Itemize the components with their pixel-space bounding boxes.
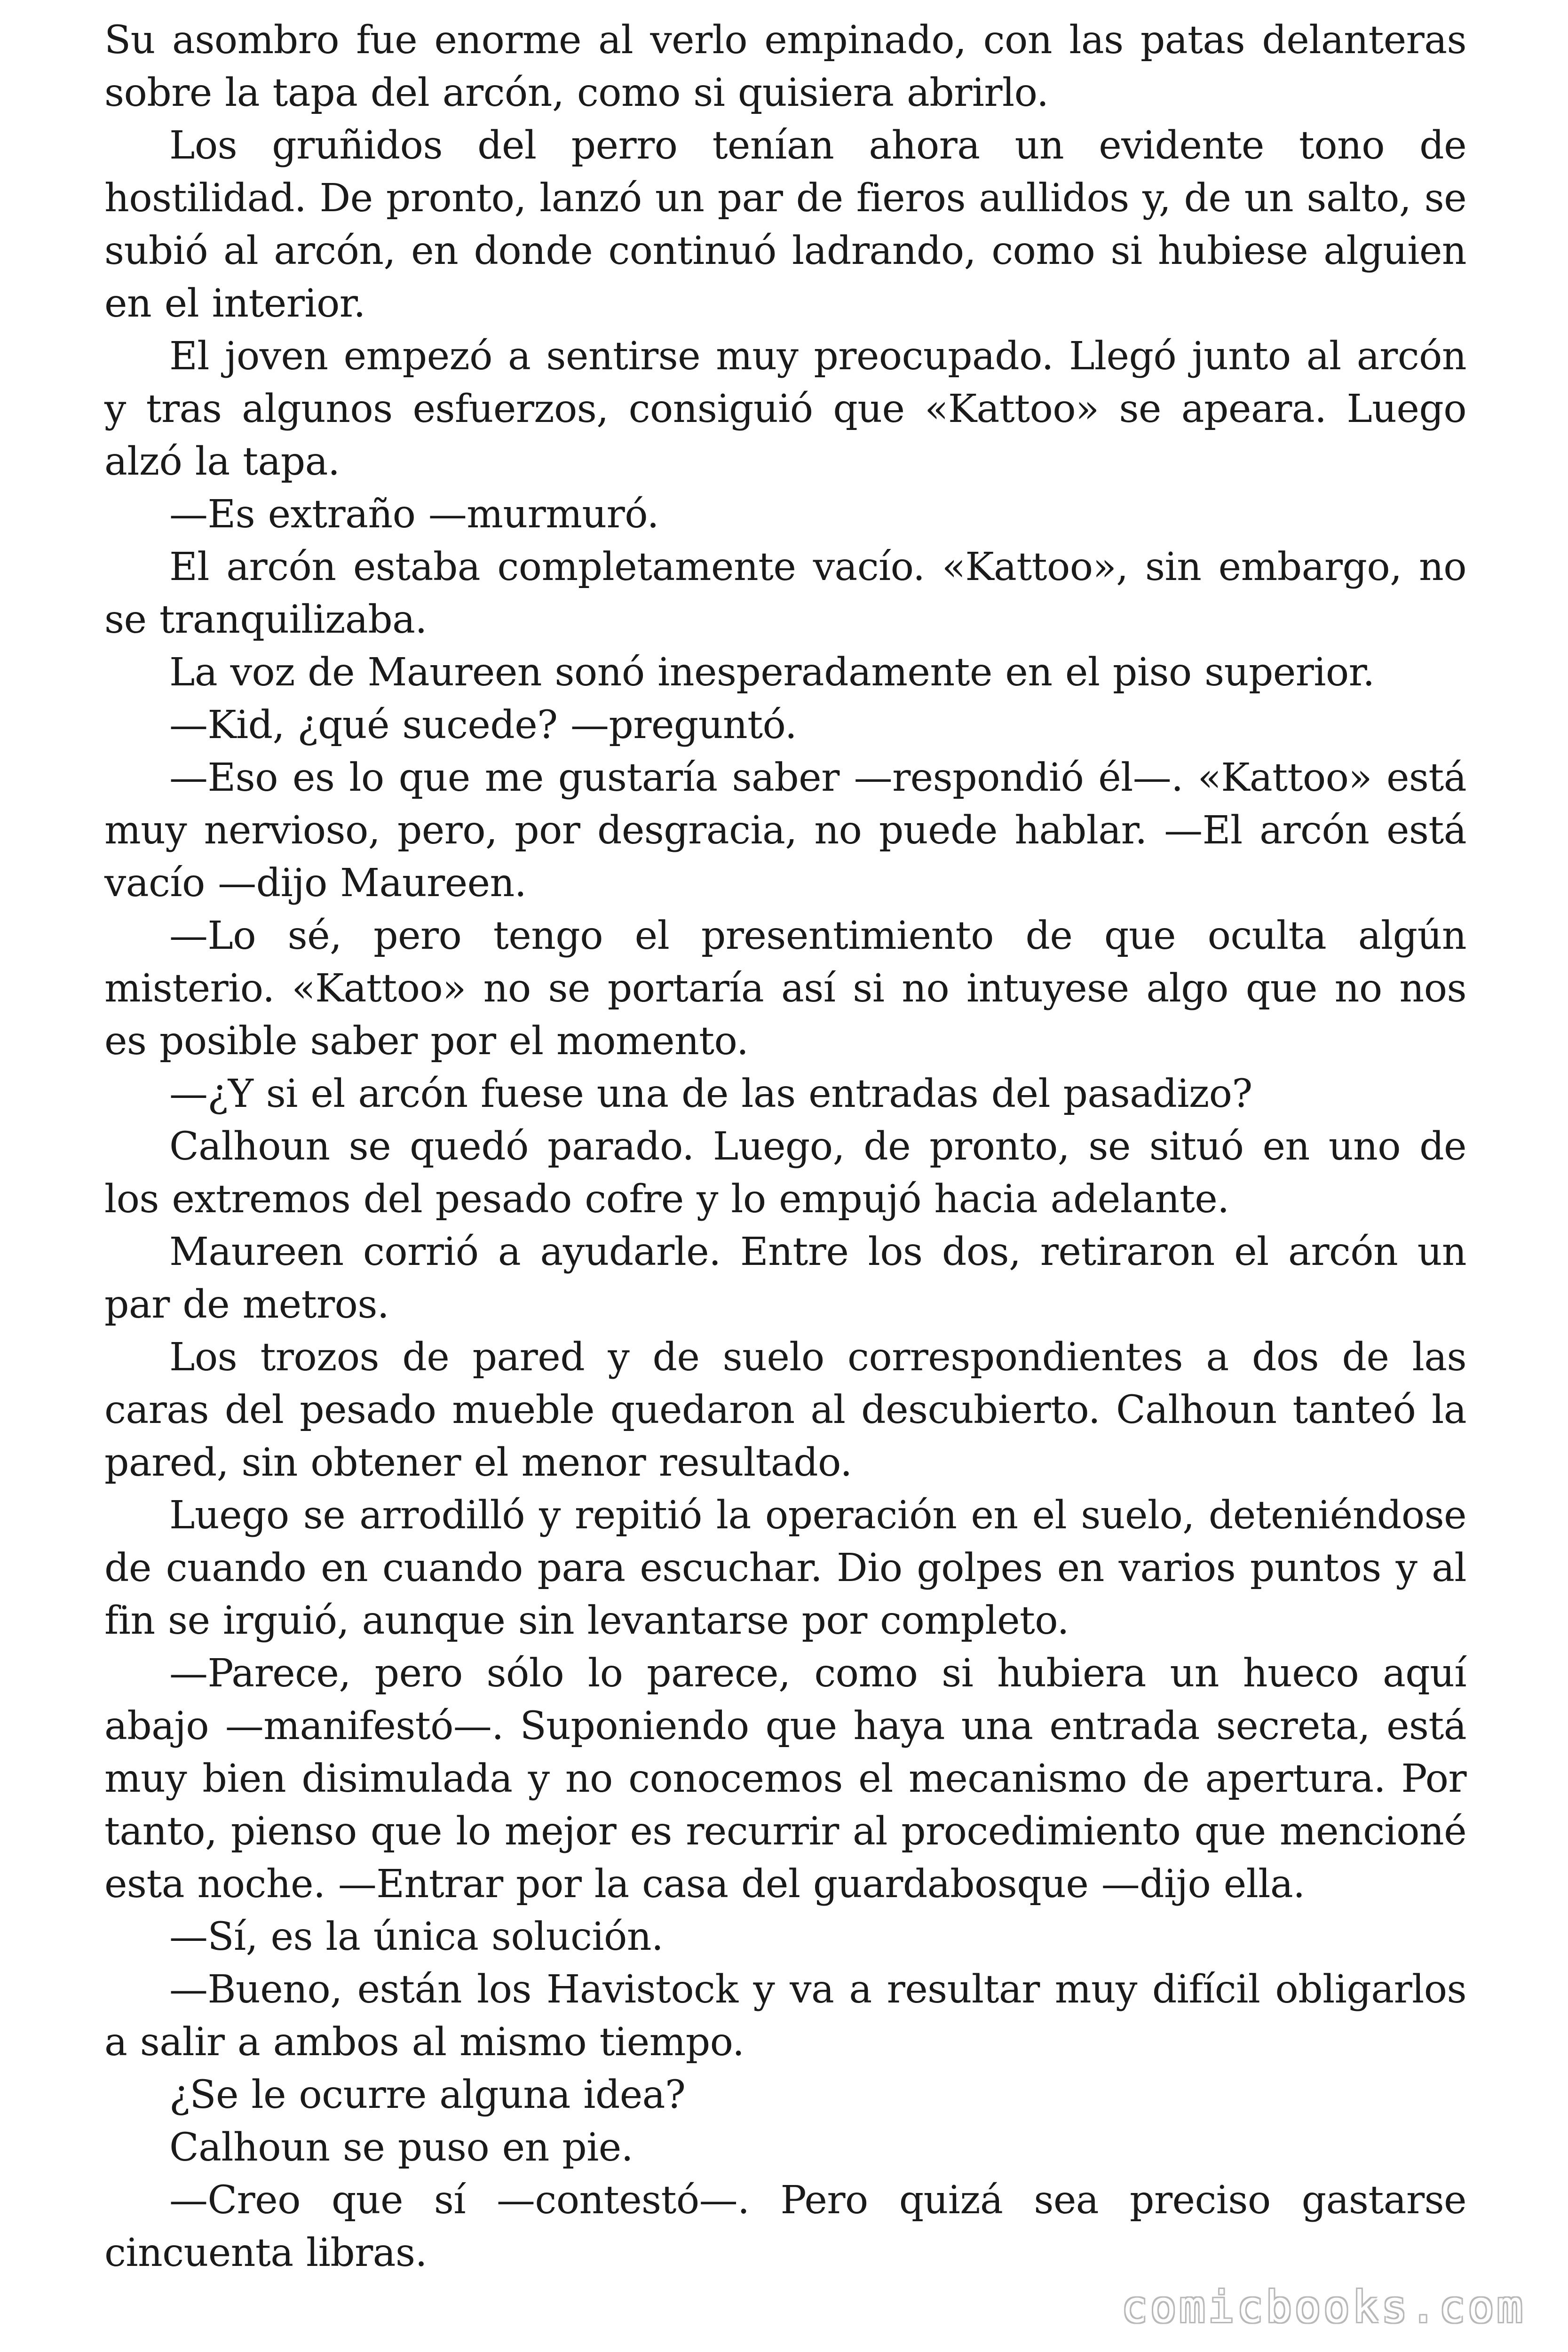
paragraph: Los trozos de pared y de suelo correspondientes a dos de las caras del pesado mueble quedaron al descubierto. Calhoun tanteó la pared, sin obtener el menor resultado. — [104, 1335, 1466, 1485]
paragraph: —¿Y si el arcón fuese una de las entradas del pasadizo? — [169, 1072, 1252, 1116]
paragraph: —Bueno, están los Havistock y va a resultar muy difícil obligarlos a salir a ambos al mismo tiempo. — [104, 1967, 1466, 2065]
paragraph: ¿Se le ocurre alguna idea? — [169, 2073, 686, 2117]
paragraph: El joven empezó a sentirse muy preocupado. Llegó junto al arcón y tras algunos esfuerzos, consiguió que «Kattoo» se apeara. Luego alzó la tapa. — [104, 334, 1466, 484]
paragraph: La voz de Maureen sonó inesperadamente en el piso superior. — [169, 650, 1375, 695]
paragraph: Su asombro fue enorme al verlo empinado, con las patas delanteras sobre la tapa del arcón, como si quisiera abrirlo. — [104, 18, 1466, 115]
paragraph: —Creo que sí —contestó—. Pero quizá sea preciso gastarse cincuenta libras. — [104, 2178, 1466, 2275]
paragraph: —Sí, es la única solución. — [169, 1915, 664, 1959]
paragraph: —Kid, ¿qué sucede? —preguntó. — [169, 703, 797, 747]
paragraph: Calhoun se quedó parado. Luego, de pronto, se situó en uno de los extremos del pesado cofre y lo empujó hacia adelante. — [104, 1124, 1466, 1222]
paragraph: Calhoun se puso en pie. — [169, 2125, 634, 2170]
paragraph: —Parece, pero sólo lo parece, como si hubiera un hueco aquí abajo —manifestó—. Suponiendo que haya una entrada secreta, está muy bien disimulada y no conocemos el mecanismo de apertura. Por tanto, pienso que lo mejor es recurrir al procedimiento que mencioné esta noche. —Entrar por la casa del guardabosque —dijo ella. — [104, 1651, 1466, 1907]
paragraph: Luego se arrodilló y repitió la operación en el suelo, deteniéndose de cuando en cuando para escuchar. Dio golpes en varios puntos y al fin se irguió, aunque sin levantarse por completo. — [104, 1493, 1466, 1643]
paragraph: Los gruñidos del perro tenían ahora un evidente tono de hostilidad. De pronto, lanzó un par de fieros aullidos y, de un salto, se subió al arcón, en donde continuó ladrando, como si hubiese alguien en el interior. — [104, 123, 1466, 326]
paragraph: —Lo sé, pero tengo el presentimiento de que oculta algún misterio. «Kattoo» no se portaría así si no intuyese algo que no nos es posible saber por el momento. — [104, 914, 1466, 1064]
paragraph: Maureen corrió a ayudarle. Entre los dos, retiraron el arcón un par de metros. — [104, 1230, 1466, 1327]
paragraph: —Eso es lo que me gustaría saber —respondió él—. «Kattoo» está muy nervioso, pero, por desgracia, no puede hablar. —El arcón está vacío —dijo Maureen. — [104, 755, 1466, 906]
watermark-logo: comicbooks.com — [1121, 2282, 1526, 2332]
book-page-text — [104, 14, 1466, 2280]
paragraph: —Es extraño —murmuró. — [169, 492, 659, 537]
paragraph: El arcón estaba completamente vacío. «Kattoo», sin embargo, no se tranquilizaba. — [104, 545, 1466, 642]
